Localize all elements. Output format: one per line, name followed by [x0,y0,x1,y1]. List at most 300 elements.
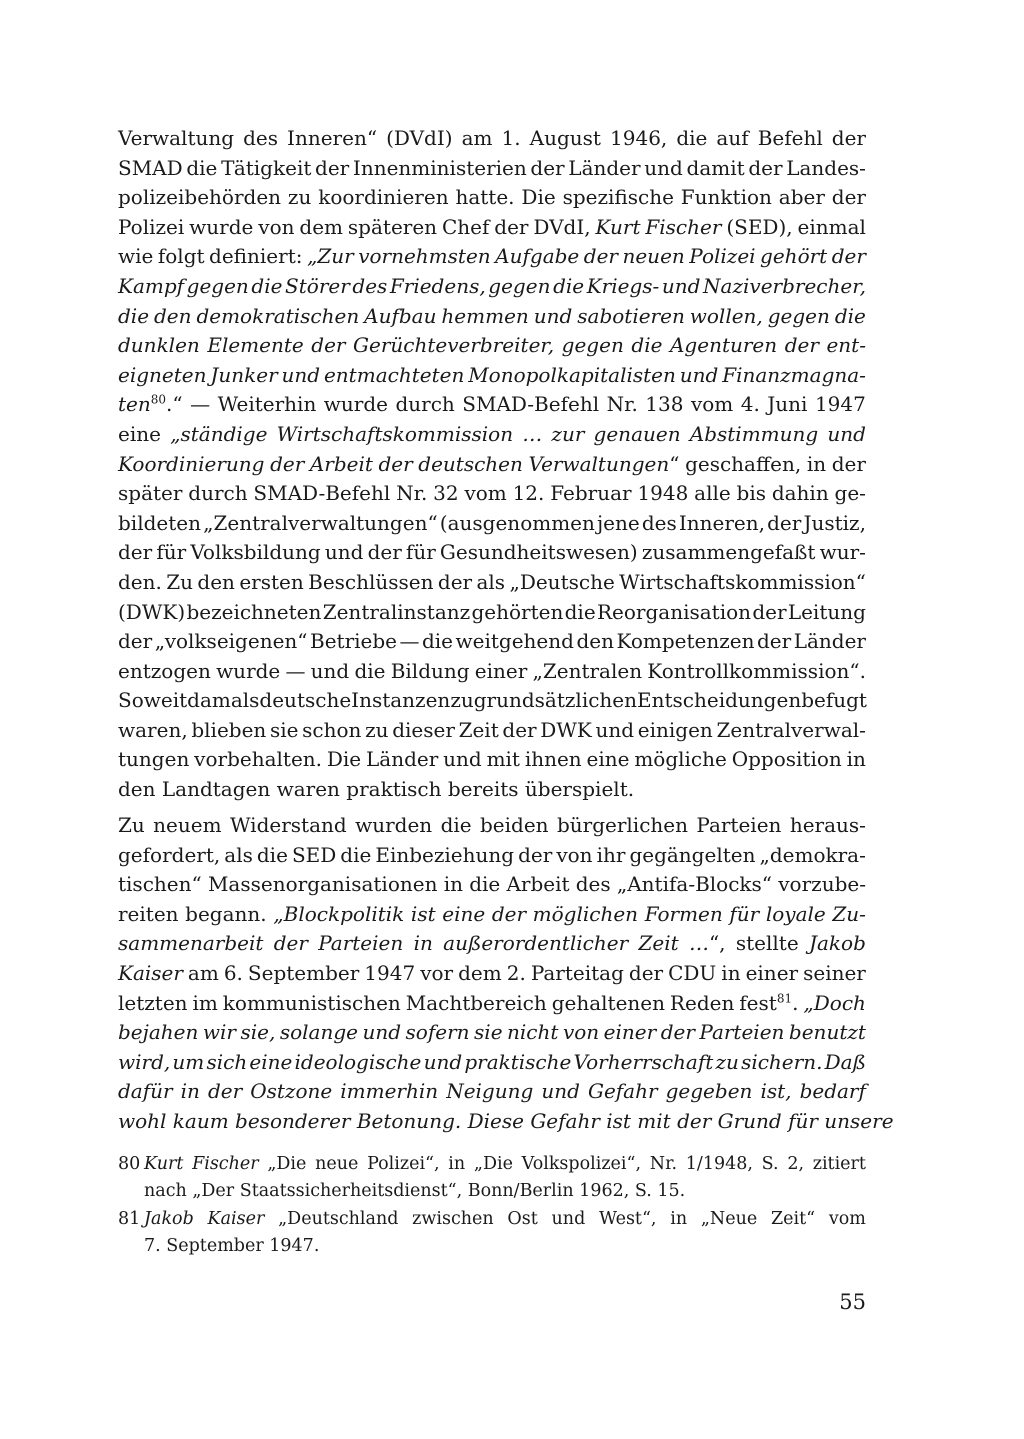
text-run: durch [188,481,248,506]
word [318,929,403,959]
word [118,302,149,332]
text-run: von [258,214,295,239]
text-run: Länder [568,155,641,180]
text-run: zwischen [412,1209,494,1229]
word [694,479,731,509]
word [556,841,592,871]
word [208,870,438,900]
word [748,154,782,184]
text-run: blieben [191,717,267,742]
word [563,183,674,213]
word [721,959,740,989]
italic-text: Parteien [318,931,404,956]
text-run: Volksbildung [190,540,321,565]
word [767,509,801,539]
text-run: Zu [166,569,194,594]
text-run: bildeten [118,510,201,535]
word [287,124,377,154]
word [443,929,628,959]
text-run: dem [299,214,344,239]
word [469,870,500,900]
word [327,745,361,775]
italic-text: wir [202,1020,236,1045]
text-run: Gesundheitswesen) [439,540,638,565]
text-run: CDU [668,960,717,985]
text-run: Bildung [390,658,470,683]
word [258,213,294,243]
word [455,183,514,213]
text-run: die [340,842,372,867]
word [826,331,866,361]
word [778,870,866,900]
footnote-text [118,1206,866,1260]
text-run: der [831,126,866,150]
text-run: Februar [550,481,632,506]
word [248,959,359,989]
text-run: einmal [797,214,866,239]
text-run: ersten [239,569,304,594]
word [118,1077,173,1107]
text-run: koordinieren [318,185,449,210]
word [411,900,436,930]
italic-text: Finanzmagna- [722,362,866,387]
text-run: Länder [793,629,866,654]
text-run: der [831,185,866,210]
text-line [118,242,866,272]
text-run: Opposition [731,747,842,772]
text-run: West“, [599,1209,657,1229]
word [468,361,676,391]
text-run: polizeibehörden [118,185,282,210]
word [118,242,153,272]
text-run: Soweit [118,688,188,713]
text-run: Kompetenzen [616,629,755,654]
italic-text: und [423,1049,463,1074]
word [532,657,642,687]
word [502,716,536,746]
text-run: Die [326,747,362,772]
word [832,124,866,154]
text-run: am [187,960,219,985]
text-run: „Antifa-Blocks“ [616,872,773,897]
word [118,479,182,509]
word [681,183,772,213]
italic-text: gegen [561,333,624,358]
word [670,989,734,1019]
text-run: am [461,126,493,150]
text-run: weitgehend [455,629,574,654]
word [324,361,464,391]
text-run: tungen [118,747,190,772]
word [197,568,235,598]
italic-text: Fischer [645,214,722,239]
word [552,989,665,1019]
word [299,213,343,243]
footnote [118,1206,866,1260]
word [597,841,626,871]
word [487,745,520,775]
text-run: wurde [189,214,254,239]
word [686,1151,753,1178]
word [196,302,359,332]
word [462,124,493,154]
italic-text: und [362,1020,402,1045]
word [118,390,183,420]
word [239,568,303,598]
word [820,538,866,568]
text-line [118,479,866,509]
text-run: der [502,717,537,742]
word [680,361,719,391]
text-run: Nr. [649,1154,678,1174]
word [596,213,641,243]
text-run: wur- [819,540,866,565]
text-run: Entscheidungen [637,688,802,713]
word [375,841,514,871]
word [379,450,413,480]
word [584,242,618,272]
text-run: der [494,214,529,239]
italic-text: sabotieren [577,303,685,328]
word [832,900,866,930]
text-run: die [354,658,386,683]
text-line [118,124,866,154]
word [746,959,799,989]
word [596,716,635,746]
text-line [118,509,866,539]
text-line [144,1178,866,1205]
word [762,1151,779,1178]
text-run: Befehl [757,126,823,150]
text-run: in [443,872,463,897]
text-run: zu [287,185,312,210]
text-line [118,272,866,302]
word [302,716,361,746]
text-run: September [247,960,360,985]
word [832,242,866,272]
italic-text: sich [206,1049,248,1074]
word [186,598,321,628]
word [507,959,526,989]
word [668,959,716,989]
word [760,841,866,871]
text-run: späteren [347,214,438,239]
text-run: einer [745,960,799,985]
text-run: reiten [118,901,179,926]
word [325,538,364,568]
text-run: einigen [637,717,713,742]
text-run: von [556,842,593,867]
word [118,745,189,775]
word [741,390,760,420]
italic-text: Jakob [808,931,866,956]
italic-text: gegen [488,273,551,298]
word [118,331,200,361]
italic-text: ist, [760,1079,792,1104]
text-run: folgt [157,244,205,269]
word [442,900,485,930]
footnote-text [118,1151,866,1205]
text-line [118,870,866,900]
text-run: Parteitag [530,960,624,985]
text-run: Zeit [458,717,499,742]
word [118,538,152,568]
word [395,390,454,420]
italic-text: neuen [622,244,685,269]
word [471,598,563,628]
word [835,479,866,509]
word [414,929,433,959]
italic-text: sammenarbeit [118,931,264,956]
text-run: 1/1948, [685,1154,753,1174]
text-run: vom [690,392,734,417]
text-line [118,598,866,628]
text-run: Nr. [606,392,638,417]
text-run: Betriebe [310,629,398,654]
italic-text: „Doch [803,990,866,1015]
word [118,1048,170,1078]
text-run: der [118,540,153,565]
text-run: und [443,747,482,772]
italic-text: der [784,333,819,358]
word [216,657,280,687]
word [631,331,662,361]
italic-text: ideologische [294,1049,422,1074]
italic-text: einer [603,1020,657,1045]
word [274,929,308,959]
word [285,272,350,302]
word [365,716,388,746]
text-run: der [767,510,802,535]
text-run: “, [708,931,726,956]
word [459,716,499,746]
text-run: die [256,842,288,867]
word [166,568,193,598]
italic-text: hemmen [441,303,529,328]
text-run: Leitung [787,599,866,624]
text-run: den [576,629,614,654]
word [224,959,243,989]
italic-text: … [688,931,709,956]
text-run: 1946, [610,126,668,150]
word [798,213,866,243]
word [308,568,433,598]
text-run: wurde [216,658,281,683]
italic-text: „ständige [170,421,268,446]
text-run: 1. [501,126,521,150]
text-line [144,1151,866,1178]
text-run: — [190,392,211,417]
word [218,390,317,420]
text-line [118,420,866,450]
word [368,538,402,568]
text-run: 1947 [364,960,416,985]
text-run: Kontrollkommission“. [647,658,866,683]
footnote-reference: 81 [776,990,793,1005]
text-run: des [243,126,278,150]
text-run: alle [694,481,731,506]
word [418,450,523,480]
text-run: in [846,747,866,772]
text-run: Weiterhin [217,392,317,417]
word [670,331,777,361]
word [597,598,751,628]
text-run: Tätigkeit [221,155,312,180]
word [433,479,458,509]
word [594,420,681,450]
text-run: hatte. [455,185,515,210]
word [310,450,373,480]
text-run: der [437,569,473,594]
italic-text: Gerüchteverbreiter, [353,333,555,358]
italic-text: Störer [285,273,350,298]
word [528,450,679,480]
word [533,213,590,243]
word [788,598,866,628]
text-run: und [595,717,635,742]
italic-text: sofern [405,1020,470,1045]
text-run: wie [118,244,154,269]
text-run: schon [302,717,362,742]
word [757,627,791,657]
word [619,568,866,598]
italic-text: benutzt [788,1020,866,1045]
italic-text: wird, [118,1049,171,1074]
italic-text: der [583,244,618,269]
word [390,272,486,302]
word [815,390,866,420]
text-run: gefordert, [118,842,221,867]
word [118,657,211,687]
italic-text: ent- [826,333,866,358]
text-run: fest [739,990,777,1015]
word [170,420,267,450]
word [311,657,350,687]
italic-text: dunklen [118,333,200,358]
word [270,450,304,480]
word [318,183,448,213]
text-line [118,1048,866,1078]
word [716,124,748,154]
word [210,361,277,391]
footnote-number: 81 [118,1209,141,1229]
word [772,479,829,509]
text-run: Inneren“ [287,126,378,150]
word [789,1018,866,1048]
word [156,538,186,568]
word [809,929,866,959]
text-run: ihnen [524,747,582,772]
word [366,745,438,775]
italic-text: Kampf [118,273,185,298]
text-line [118,1018,866,1048]
word [739,989,798,1019]
word [118,124,234,154]
text-run: für [405,540,436,565]
italic-text: der [491,901,527,926]
text-line [118,331,866,361]
italic-text: und [679,362,719,387]
body-paragraph [118,811,894,1137]
word [701,1206,757,1233]
text-run: bis [736,481,766,506]
word [191,716,266,746]
text-run: den. [118,569,162,594]
italic-text: Naziverbrecher, [703,273,866,298]
word [638,929,678,959]
text-run: „Neue [700,1209,758,1229]
word [522,420,542,450]
italic-text: gehört [760,244,828,269]
text-run: der [367,540,402,565]
text-line [118,627,866,657]
word [340,1077,438,1107]
text-line [118,959,866,989]
text-run: vom [828,1209,866,1229]
text-run: Polizei“, [367,1154,440,1174]
italic-text: loyale [765,901,826,926]
word [424,1048,463,1078]
word [154,302,192,332]
word [362,1018,401,1048]
word [352,272,387,302]
italic-text: der [270,451,305,476]
text-run: des [575,872,611,897]
word [118,716,188,746]
word [685,450,801,480]
word [507,1018,558,1048]
text-line [118,989,866,1019]
text-run: 2. [506,960,526,985]
word [752,598,786,628]
word [307,242,354,272]
word [832,183,866,213]
text-run: bürgerlichen [556,813,688,837]
text-run: des [641,510,677,535]
word [354,657,385,687]
text-run: gehaltenen [551,990,665,1015]
word [474,1018,503,1048]
word [650,1151,677,1178]
text-run: deutsche [259,688,352,713]
word [530,154,564,184]
text-run: vorbehalten. [194,747,323,772]
word [476,568,505,598]
text-run: Juni [767,392,808,417]
word [670,1206,687,1233]
word [827,420,866,450]
text-run: „Zentralen [532,658,643,683]
text-run: als [476,569,506,594]
text-run: in [721,960,741,985]
text-run: Funktion [680,185,772,210]
word [786,154,866,184]
word [181,1077,200,1107]
word [531,959,624,989]
text-run: ihr [596,842,626,867]
italic-text: genauen [593,421,681,446]
italic-text: praktische [464,1049,572,1074]
word [541,1077,580,1107]
italic-text: die [834,303,866,328]
text-run: definiert: [209,244,303,269]
text-run: August [529,126,601,150]
word [767,390,807,420]
text-line [118,686,866,716]
word [766,900,826,930]
word [533,900,638,930]
italic-text: der [831,244,866,269]
